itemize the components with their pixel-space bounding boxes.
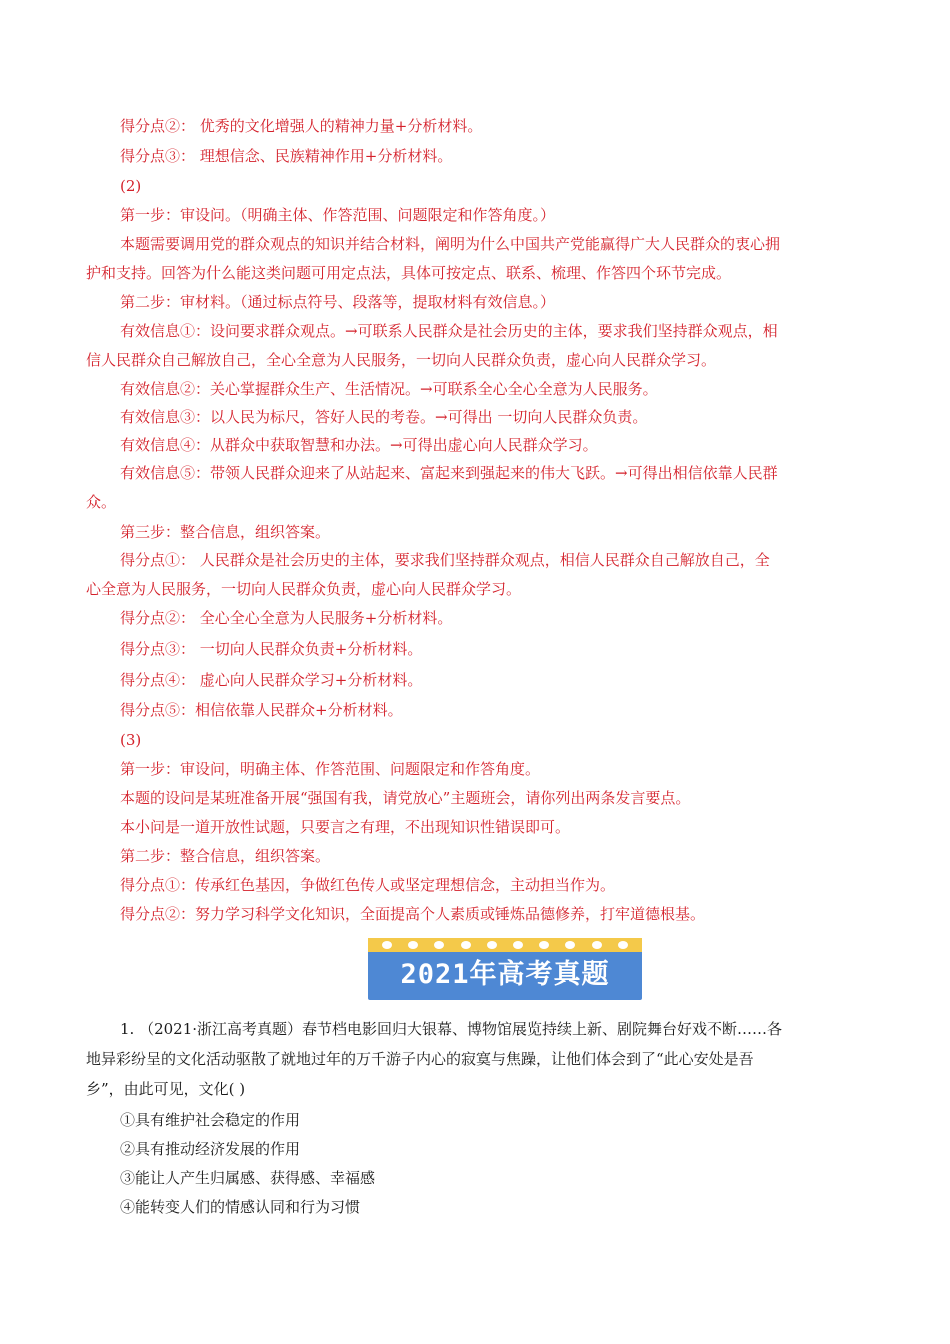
banner-title: 2021年高考真题 [400, 959, 610, 990]
part2-info5-line1: 有效信息⑤：带领人民群众迎来了从站起来、富起来到强起来的伟大飞跃。→可得出相信依靠人民群 [120, 464, 778, 482]
part3-score1: 得分点①：传承红色基因，争做红色传人或坚定理想信念，主动担当作为。 [120, 876, 616, 894]
part2-step3: 第三步：整合信息，组织答案。 [120, 523, 331, 541]
banner-dot [408, 941, 418, 949]
banner-dots [368, 938, 642, 952]
part1-score3: 得分点③： 理想信念、民族精神作用+分析材料。 [120, 147, 453, 165]
part2-score1-line1: 得分点①： 人民群众是社会历史的主体，要求我们坚持群众观点，相信人民群众自己解放自己，全 [120, 551, 770, 569]
part3-desc2: 本小问是一道开放性试题，只要言之有理，不出现知识性错误即可。 [120, 818, 571, 836]
banner-dot [461, 941, 471, 949]
part2-desc-line2: 护和支持。回答为什么能这类问题可用定点法，具体可按定点、联系、梳理、作答四个环节完成。 [86, 264, 732, 282]
part2-score3: 得分点③： 一切向人民群众负责+分析材料。 [120, 640, 423, 658]
part3-label: (3) [120, 731, 142, 749]
part2-step2: 第二步：审材料。（通过标点符号、段落等，提取材料有效信息。） [120, 293, 556, 311]
banner-dot [382, 941, 392, 949]
part2-info4: 有效信息④：从群众中获取智慧和办法。→可得出虚心向人民群众学习。 [120, 436, 598, 454]
part2-step1: 第一步：审设问。（明确主体、作答范围、问题限定和作答角度。） [120, 206, 556, 224]
part1-score2: 得分点②： 优秀的文化增强人的精神力量+分析材料。 [120, 117, 483, 135]
part2-score1-line2: 心全意为人民服务，一切向人民群众负责，虚心向人民群众学习。 [86, 580, 522, 598]
banner-dot [434, 941, 444, 949]
part2-info5-line2: 众。 [86, 493, 117, 511]
part2-desc-line1: 本题需要调用党的群众观点的知识并结合材料，阐明为什么中国共产党能赢得广大人民群众的衷心拥 [120, 235, 781, 253]
part3-step1: 第一步：审设问，明确主体、作答范围、问题限定和作答角度。 [120, 760, 541, 778]
banner-dot [565, 941, 575, 949]
part3-step2: 第二步：整合信息，组织答案。 [120, 847, 331, 865]
option-2: ②具有推动经济发展的作用 [120, 1140, 301, 1158]
part2-score4: 得分点④： 虚心向人民群众学习+分析材料。 [120, 671, 423, 689]
part2-score5: 得分点⑤：相信依靠人民群众+分析材料。 [120, 701, 403, 719]
question-line2: 地异彩纷呈的文化活动驱散了就地过年的万千游子内心的寂寞与焦躁，让他们体会到了“此心安处是吾 [86, 1050, 754, 1068]
option-1: ①具有维护社会稳定的作用 [120, 1111, 301, 1129]
part2-info2: 有效信息②：关心掌握群众生产、生活情况。→可联系全心全心全意为人民服务。 [120, 380, 658, 398]
question-line1: 1. （2021·浙江高考真题）春节档电影回归大银幕、博物馆展览持续上新、剧院舞台好戏不断……各 [120, 1020, 783, 1038]
question-line3: 乡”，由此可见，文化( ) [86, 1080, 246, 1098]
option-4: ④能转变人们的情感认同和行为习惯 [120, 1198, 361, 1216]
banner-dot [487, 941, 497, 949]
option-3: ③能让人产生归属感、获得感、幸福感 [120, 1169, 376, 1187]
part2-info1-line1: 有效信息①：设问要求群众观点。→可联系人民群众是社会历史的主体，要求我们坚持群众观点，相 [120, 322, 778, 340]
banner-dot [539, 941, 549, 949]
part2-score2: 得分点②： 全心全心全意为人民服务+分析材料。 [120, 609, 453, 627]
banner-dot [513, 941, 523, 949]
part2-label: (2) [120, 177, 142, 195]
part3-score2: 得分点②：努力学习科学文化知识，全面提高个人素质或锤炼品德修养，打牢道德根基。 [120, 905, 706, 923]
part2-info1-line2: 信人民群众自己解放自己，全心全意为人民服务，一切向人民群众负责，虚心向人民群众学习。 [86, 351, 717, 369]
banner-dot [618, 941, 628, 949]
part3-desc1: 本题的设问是某班准备开展“强国有我，请党放心”主题班会，请你列出两条发言要点。 [120, 789, 691, 807]
part2-info3: 有效信息③：以人民为标尺，答好人民的考卷。→可得出 一切向人民群众负责。 [120, 408, 648, 426]
section-banner [368, 938, 642, 1000]
banner-dot [592, 941, 602, 949]
